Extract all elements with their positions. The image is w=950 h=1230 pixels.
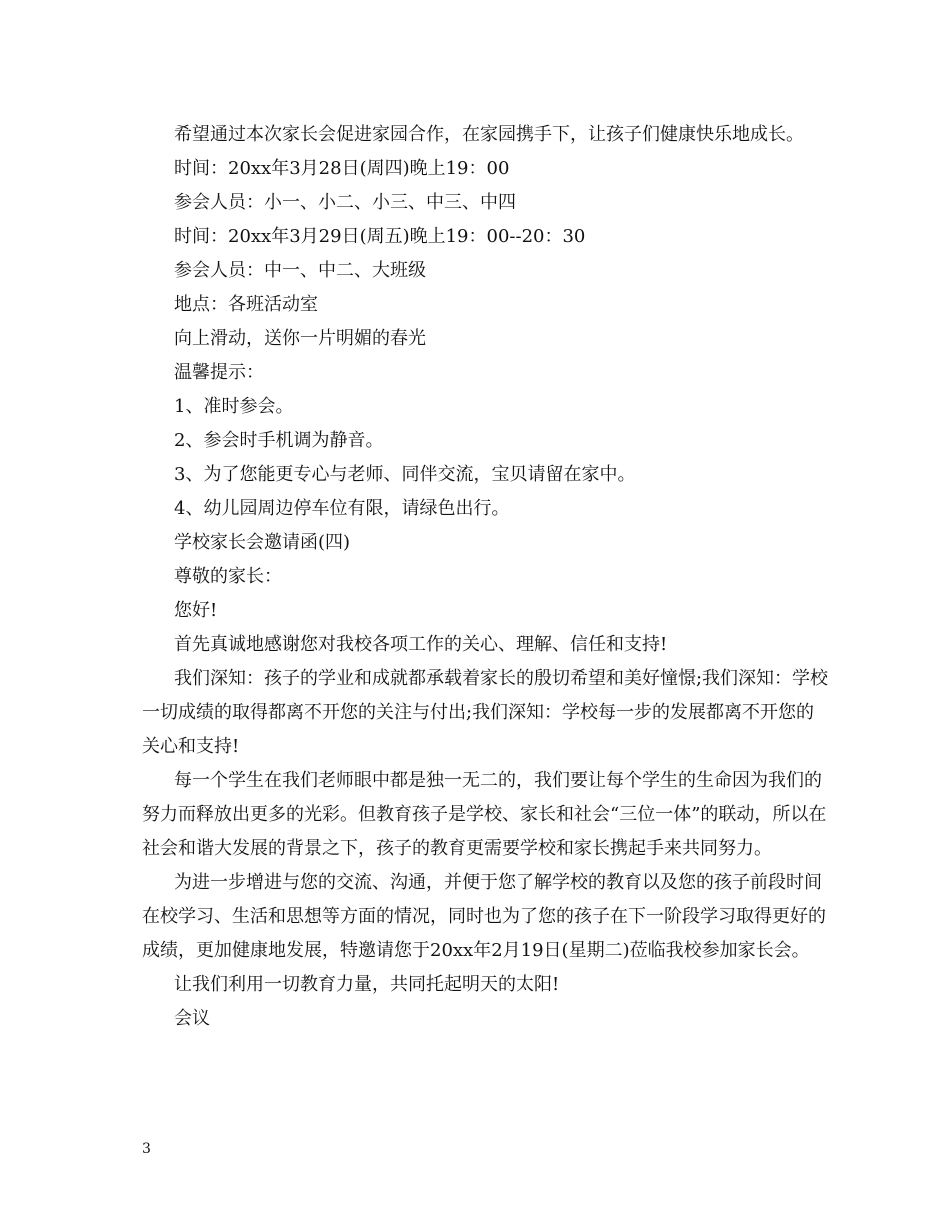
text-line: 首先真诚地感谢您对我校各项工作的关心、理解、信任和支持! [174, 634, 668, 655]
text-line: 向上滑动，送你一片明媚的春光 [174, 328, 426, 349]
paragraph: 为进一步增进与您的交流、沟通，并便于您了解学校的教育以及您的孩子前段时间在校学习、生活和思想等方面的情况，同时也为了您的孩子在下一阶段学习取得更好的成绩，更加健康地发展，特邀请您于20xx年2月19日(星期二)莅临我校参加家长会。 [142, 872, 826, 961]
text-line: 参会人员：中一、中二、大班级 [174, 260, 426, 281]
text-line: 温馨提示： [174, 362, 264, 383]
text-line: 2、参会时手机调为静音。 [174, 430, 384, 451]
salutation: 尊敬的家长： [174, 566, 282, 587]
text-line: 让我们利用一切教育力量，共同托起明天的太阳! [174, 974, 560, 995]
text-line: 1、准时参会。 [174, 396, 294, 417]
text-line: 希望通过本次家长会促进家园合作，在家园携手下，让孩子们健康快乐地成长。 [174, 124, 804, 145]
section-heading: 学校家长会邀请函(四) [174, 532, 351, 553]
text-line: 时间：20xx年3月28日(周四)晚上19：00 [174, 158, 510, 179]
paragraph: 我们深知：孩子的学业和成就都承载着家长的殷切希望和美好憧憬;我们深知：学校一切成绩的取得都离不开您的关注与付出;我们深知：学校每一步的发展都离不开您的关心和支持! [142, 668, 829, 757]
page-number: 3 [142, 1141, 151, 1157]
text-line: 地点：各班活动室 [174, 294, 318, 315]
document-body [142, 118, 832, 1036]
greeting: 您好! [174, 600, 218, 621]
text-line: 3、为了您能更专心与老师、同伴交流，宝贝请留在家中。 [174, 464, 636, 485]
text-line: 会议 [174, 1008, 210, 1029]
text-line: 时间：20xx年3月29日(周五)晚上19：00--20：30 [174, 226, 586, 247]
text-line: 4、幼儿园周边停车位有限，请绿色出行。 [174, 498, 510, 519]
text-line: 参会人员：小一、小二、小三、中三、中四 [174, 192, 516, 213]
paragraph: 每一个学生在我们老师眼中都是独一无二的，我们要让每个学生的生命因为我们的努力而释放出更多的光彩。但教育孩子是学校、家长和社会“三位一体”的联动，所以在社会和谐大发展的背景之下，孩子的教育更需要学校和家长携起手来共同努力。 [142, 770, 827, 859]
